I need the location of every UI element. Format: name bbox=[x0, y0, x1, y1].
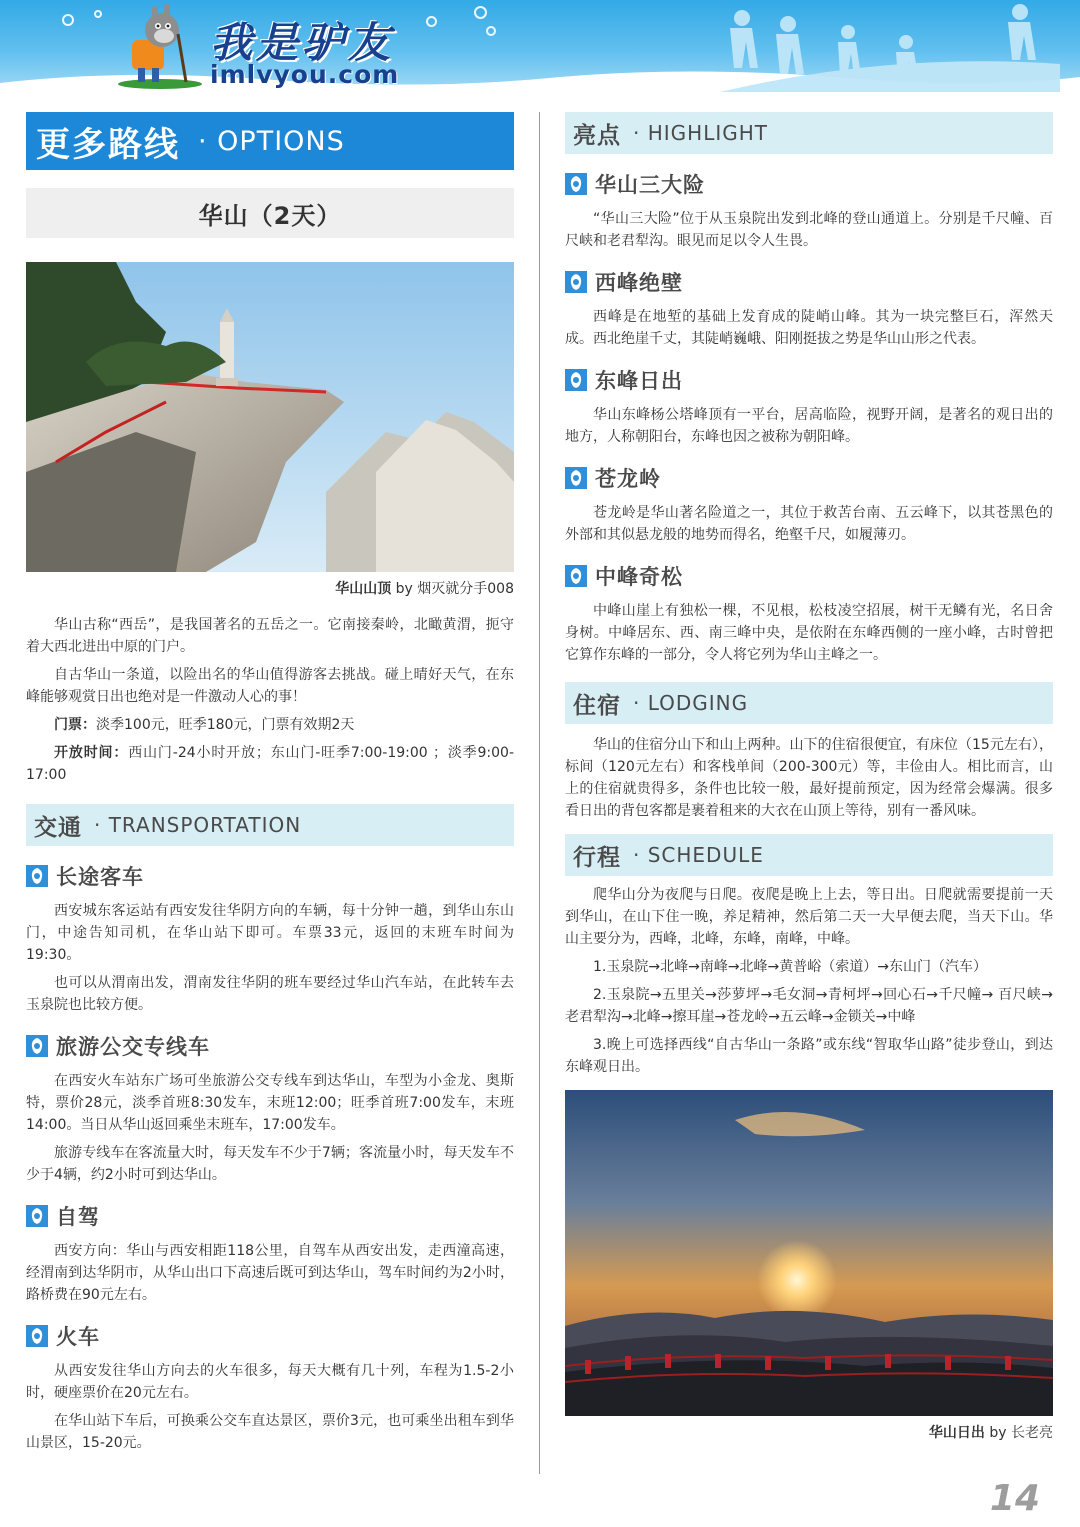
subhead-long-distance-bus bbox=[26, 860, 514, 892]
schedule-item: 2.玉泉院→五里关→莎萝坪→毛女洞→青柯坪→回心石→千尺幢→ 百尺峡→老君犁沟→北峰→擦耳崖→苍龙岭→五云峰→金锁关→中峰 bbox=[565, 987, 1053, 1025]
huashan-sunrise-photo bbox=[565, 1090, 1053, 1416]
subhead-self-drive bbox=[26, 1200, 514, 1232]
transport-paragraph: 也可以从渭南出发，渭南发往华阴的班车要经过华山汽车站，在此转车去玉泉院也比较方便。 bbox=[26, 975, 514, 1013]
intro-block bbox=[26, 614, 514, 786]
highlight-subhead bbox=[565, 560, 1053, 592]
highlight-subhead bbox=[565, 168, 1053, 200]
bullet-flower-icon bbox=[26, 1205, 48, 1227]
hours-label: 开放时间： bbox=[54, 745, 129, 761]
subhead-title: 自驾 bbox=[56, 1205, 100, 1229]
summit-caption-credit: by 烟灭就分手008 bbox=[391, 581, 514, 597]
intro-paragraph: 自古华山一条道，以险出名的华山值得游客去挑战。碰上晴好天气，在东峰能够观赏日出也绝对是一件激动人心的事！ bbox=[26, 667, 514, 705]
ticket-value: 淡季100元，旺季180元，门票有效期2天 bbox=[96, 717, 355, 733]
transport-paragraph: 在西安火车站东广场可坐旅游公交专线车到达华山，车型为小金龙、奥斯特，票价28元，淡季首班8:30发车，末班12:00；旺季首班7:00发车，末班14:00。当日从华山返回乘坐末班车，17:00发车。 bbox=[26, 1073, 514, 1133]
transport-paragraph: 旅游专线车在客流量大时，每天发车不少于7辆；客流量小时，每天发车不少于4辆，约2小时可到达华山。 bbox=[26, 1145, 514, 1183]
lodging-title-zh: 住宿 bbox=[573, 692, 621, 719]
highlight-title: 华山三大险 bbox=[595, 173, 705, 197]
intro-paragraph: 华山古称“西岳”，是我国著名的五岳之一。它南接秦岭，北瞰黄渭，扼守着大西北进出中原的门户。 bbox=[26, 617, 514, 655]
highlight-title: 东峰日出 bbox=[595, 369, 683, 393]
highlight-text: 中峰山崖上有独松一棵，不见根，松枝凌空招展，树干无鳞有光，名日舍身树。中峰居东、西、南三峰中央，是依附在东峰西侧的一座小峰，古时曾把它算作东峰的一部分，令人将它列为华山主峰之一。 bbox=[565, 603, 1053, 663]
bullet-flower-icon bbox=[26, 1035, 48, 1057]
summit-photo-image bbox=[26, 262, 514, 572]
bubble-decoration bbox=[474, 6, 487, 19]
right-column bbox=[565, 112, 1053, 1442]
subhead-tourist-bus bbox=[26, 1030, 514, 1062]
ticket-info bbox=[26, 714, 514, 736]
lodging-title-en: · LODGING bbox=[633, 691, 749, 715]
options-title-en: · OPTIONS bbox=[198, 125, 345, 157]
highlight-title-zh: 亮点 bbox=[573, 122, 621, 149]
summit-caption-title: 华山山顶 bbox=[335, 581, 392, 597]
lodging-section-bar bbox=[565, 682, 1053, 724]
schedule-title-en: · SCHEDULE bbox=[633, 843, 764, 867]
schedule-item: 1.玉泉院→北峰→南峰→北峰→黄普峪（索道）→东山门（汽车） bbox=[593, 959, 988, 975]
schedule-item: 3.晚上可选择西线“自古华山一条路”或东线“智取华山路”徒步登山，到达东峰观日出。 bbox=[565, 1037, 1053, 1075]
donkey-mascot-icon bbox=[112, 4, 208, 90]
huashan-summit-photo bbox=[26, 262, 514, 572]
highlight-text: 华山东峰杨公塔峰顶有一平台，居高临险，视野开阔，是著名的观日出的地方，人称朝阳台，东峰也因之被称为朝阳峰。 bbox=[565, 407, 1053, 445]
highlight-subhead bbox=[565, 266, 1053, 298]
lodging-text: 华山的住宿分山下和山上两种。山下的住宿很便宜，有床位（15元左右），标间（120元左右）和客栈单间（200-300元）等，丰俭由人。相比而言，山上的住宿就贵得多，条件也比较一般，最好提前预定，因为经常会爆满。很多看日出的背包客都是裹着租来的大衣在山顶上等待，别有一番风味。 bbox=[565, 737, 1053, 819]
sunrise-caption-title: 华山日出 bbox=[928, 1425, 985, 1441]
highlight-subhead bbox=[565, 364, 1053, 396]
bubble-decoration bbox=[62, 14, 74, 26]
bubble-decoration bbox=[94, 10, 102, 18]
highlight-subhead bbox=[565, 462, 1053, 494]
subhead-title: 长途客车 bbox=[56, 865, 144, 889]
left-column bbox=[26, 112, 514, 1454]
summit-photo-caption bbox=[26, 578, 514, 598]
logo-url[interactable]: imlvyou.com bbox=[210, 60, 400, 89]
subhead-title: 火车 bbox=[56, 1325, 100, 1349]
options-banner bbox=[26, 112, 514, 170]
transport-title-en: · TRANSPORTATION bbox=[94, 813, 302, 837]
schedule-title-zh: 行程 bbox=[573, 844, 621, 871]
sunrise-photo-image bbox=[565, 1090, 1053, 1416]
page-number: 14 bbox=[989, 1478, 1040, 1519]
bullet-flower-icon bbox=[565, 173, 587, 195]
transport-paragraph: 西安方向：华山与西安相距118公里，自驾车从西安出发，走西潼高速，经渭南到达华阴市，从华山出口下高速后既可到达华山，驾车时间约为2小时，路桥费在90元左右。 bbox=[26, 1243, 514, 1303]
highlight-title: 西峰绝壁 bbox=[595, 271, 683, 295]
page-header bbox=[0, 0, 1080, 94]
logo-title: 我是驴友 bbox=[210, 18, 395, 67]
sunrise-caption-credit: by 长老亮 bbox=[984, 1425, 1053, 1441]
transport-section-bar bbox=[26, 804, 514, 846]
transport-paragraph: 西安城东客运站有西安发往华阴方向的车辆，每十分钟一趟，到华山东山门，中途告知司机，在华山站下即可。车票33元，返回的末班车时间为19:30。 bbox=[26, 903, 514, 963]
bullet-flower-icon bbox=[565, 271, 587, 293]
options-title-zh: 更多路线 bbox=[36, 124, 180, 165]
bullet-flower-icon bbox=[26, 1325, 48, 1347]
bubble-decoration bbox=[486, 26, 496, 36]
site-logo[interactable] bbox=[112, 4, 432, 90]
highlight-title-en: · HIGHLIGHT bbox=[633, 121, 768, 145]
transport-title-zh: 交通 bbox=[34, 814, 82, 841]
bullet-flower-icon bbox=[26, 865, 48, 887]
ticket-label: 门票： bbox=[54, 717, 96, 733]
sunrise-photo-caption bbox=[565, 1422, 1053, 1442]
hikers-silhouette-icon bbox=[720, 2, 1060, 92]
highlight-section-bar bbox=[565, 112, 1053, 154]
subhead-title: 旅游公交专线车 bbox=[56, 1035, 210, 1059]
transport-paragraph: 从西安发往华山方向去的火车很多，每天大概有几十列，车程为1.5-2小时，硬座票价在20元左右。 bbox=[26, 1363, 514, 1401]
schedule-section-bar bbox=[565, 834, 1053, 876]
opening-hours-info bbox=[26, 742, 514, 786]
bullet-flower-icon bbox=[565, 565, 587, 587]
highlights-list bbox=[565, 168, 1053, 666]
highlight-text: 西峰是在地堑的基础上发育成的陡峭山峰。其为一块完整巨石，浑然天成。西北绝崖千丈，其陡峭巍峨、阳刚挺拔之势是华山山形之代表。 bbox=[565, 309, 1053, 347]
column-divider bbox=[539, 112, 540, 1474]
highlight-title: 中峰奇松 bbox=[595, 565, 683, 589]
transport-content bbox=[26, 860, 514, 1454]
bullet-flower-icon bbox=[565, 467, 587, 489]
schedule-intro: 爬华山分为夜爬与日爬。夜爬是晚上上去，等日出。日爬就需要提前一天到华山，在山下住一晚，养足精神，然后第二天一大早便去爬，当天下山。华山主要分为，西峰，北峰，东峰，南峰，中峰。 bbox=[565, 887, 1053, 947]
subhead-train bbox=[26, 1320, 514, 1352]
transport-paragraph: 在华山站下车后，可换乘公交车直达景区，票价3元，也可乘坐出租车到华山景区，15-20元。 bbox=[26, 1413, 514, 1451]
hours-value: 西山门-24小时开放；东山门-旺季7:00-19:00 ；淡季9:00-17:00 bbox=[26, 745, 514, 783]
highlight-text: 苍龙岭是华山著名险道之一，其位于救苦台南、五云峰下，以其苍黑色的外部和其似悬龙般的地势而得名，绝壑千尺，如履薄刃。 bbox=[565, 505, 1053, 543]
highlight-text: “华山三大险”位于从玉泉院出发到北峰的登山通道上。分别是千尺幢、百尺峡和老君犁沟。眼见而足以令人生畏。 bbox=[565, 211, 1053, 249]
highlight-title: 苍龙岭 bbox=[595, 467, 661, 491]
bullet-flower-icon bbox=[565, 369, 587, 391]
route-title: 华山（2天） bbox=[26, 188, 514, 238]
